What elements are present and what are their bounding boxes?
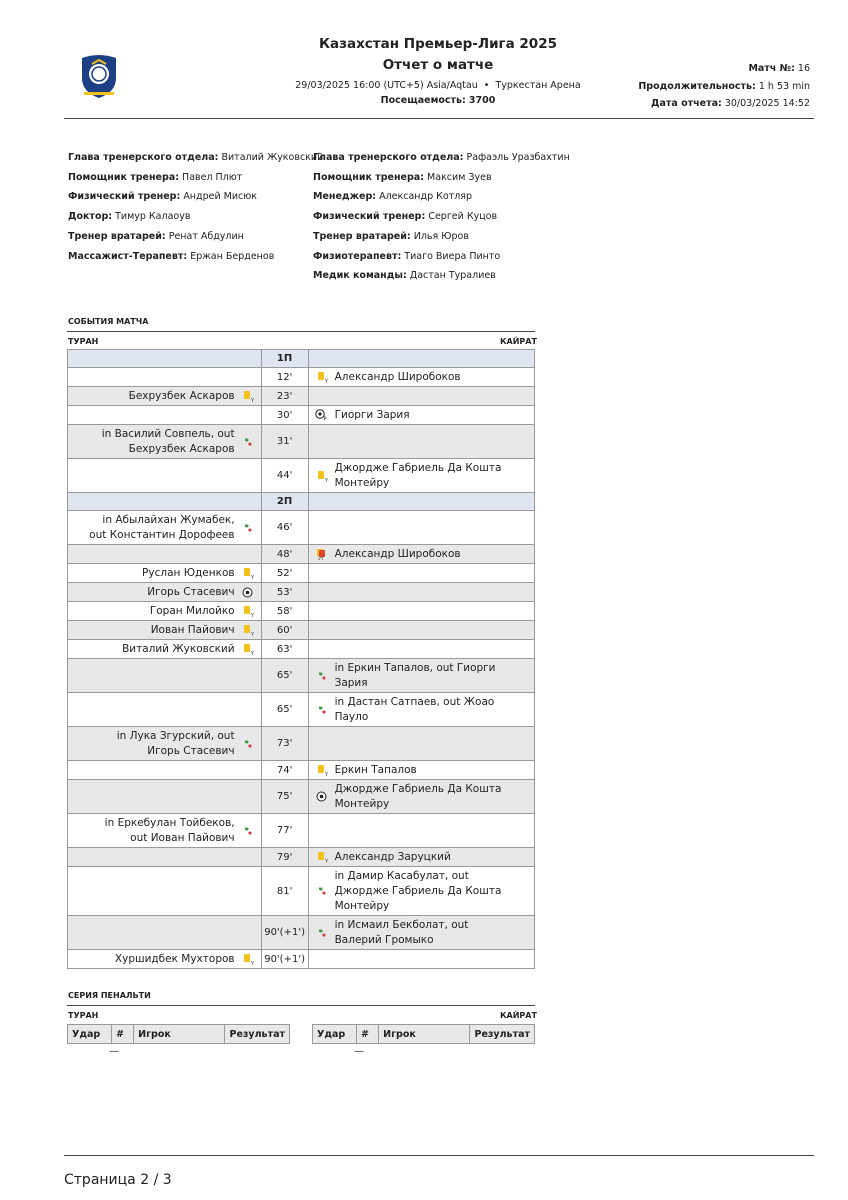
event-minute: 60' (261, 621, 308, 640)
staff-role: Глава тренерского отдела: (313, 152, 464, 163)
event-description: Александр Заруцкий (334, 850, 451, 863)
staff-name: Тиаго Виера Пинто (404, 250, 501, 262)
substitution-icon (241, 825, 255, 837)
staff-entry (68, 211, 190, 222)
event-minute: 65' (261, 659, 308, 693)
event-description: Гиорги Зария (334, 408, 410, 421)
staff-role: Глава тренерского отдела: (68, 152, 219, 163)
event-home-cell (68, 387, 262, 406)
event-home-cell (68, 814, 262, 848)
staff-name: Илья Юров (413, 230, 469, 242)
event-description: Виталий Жуковский (122, 642, 235, 655)
staff-name: Андрей Мисюк (183, 191, 257, 203)
yellow-card-icon (315, 470, 329, 482)
event-minute: 79' (261, 848, 308, 867)
staff-name: Павел Плют (182, 171, 243, 183)
event-row (68, 814, 535, 848)
svg-text:Y: Y (250, 961, 254, 965)
event-row (68, 780, 535, 814)
staff-entry (313, 172, 492, 183)
pen-col-player: Игрок (134, 1025, 225, 1044)
event-minute: 73' (261, 727, 308, 761)
yellow-card-icon (241, 605, 255, 617)
event-away-cell (308, 761, 534, 780)
event-row (68, 727, 535, 761)
event-home-cell (68, 916, 262, 950)
staff-role: Тренер вратарей: (313, 230, 411, 242)
report-title: Отчет о матче (382, 57, 494, 73)
event-minute: 53' (261, 583, 308, 602)
event-description: Александр Широбоков (334, 370, 461, 383)
staff-role: Помощник тренера: (68, 171, 180, 183)
event-away-cell (308, 814, 534, 848)
event-minute: 48' (261, 545, 308, 564)
event-minute: 63' (261, 640, 308, 659)
events-home-team: ТУРАН (68, 337, 99, 346)
event-description: in Абылайхан Жумабек, out Константин Дорофеев (89, 513, 235, 541)
substitution-icon (241, 738, 255, 750)
period-away-cell (308, 350, 534, 368)
attendance-value: 3700 (468, 95, 496, 106)
svg-text:Y: Y (250, 651, 254, 655)
period-home-cell (68, 493, 262, 511)
footer-divider (64, 1155, 814, 1156)
separator: • (483, 80, 490, 91)
svg-text:Y: Y (250, 632, 254, 636)
event-home-cell (68, 848, 262, 867)
event-row (68, 916, 535, 950)
penalty-goal-icon (315, 409, 329, 421)
yellow-card-icon (315, 764, 329, 776)
match-number (748, 63, 810, 74)
event-description: Хуршидбек Мухторов (114, 952, 235, 965)
event-away-cell (308, 916, 534, 950)
event-away-cell (308, 640, 534, 659)
staff-name: Тимур Калаоув (115, 211, 191, 223)
event-home-cell (68, 621, 262, 640)
staff-entry (68, 231, 244, 242)
event-description: in Дамир Касабулат, out Джордже Габриель Да Кошта Монтейру (334, 869, 502, 912)
event-home-cell (68, 693, 262, 727)
event-minute: 74' (261, 761, 308, 780)
event-home-cell (68, 425, 262, 459)
event-home-cell (68, 727, 262, 761)
event-away-cell (308, 425, 534, 459)
event-home-cell (68, 406, 262, 425)
goal-icon (315, 791, 329, 802)
substitution-icon (241, 436, 255, 448)
penalty-table-home (67, 1024, 290, 1044)
event-description: Бехрузбек Аскаров (128, 389, 235, 402)
event-row (68, 583, 535, 602)
event-row (68, 406, 535, 425)
event-minute: 52' (261, 564, 308, 583)
staff-entry (313, 231, 469, 242)
staff-name: Максим Зуев (427, 171, 492, 183)
event-minute: 12' (261, 368, 308, 387)
penalty-section-title: СЕРИЯ ПЕНАЛЬТИ (68, 991, 151, 1000)
event-description: Горан Милойко (149, 604, 235, 617)
yellow-card-icon (241, 390, 255, 402)
event-minute: 31' (261, 425, 308, 459)
event-minute: 77' (261, 814, 308, 848)
event-home-cell (68, 950, 262, 969)
staff-name: Дастан Туралиев (409, 270, 496, 282)
page-number: Страница 2 / 3 (64, 1172, 172, 1188)
staff-role: Физический тренер: (68, 191, 181, 203)
substitution-icon (315, 670, 329, 682)
period-label: 1П (261, 350, 308, 368)
event-row (68, 693, 535, 727)
event-description: Джордже Габриель Да Кошта Монтейру (334, 461, 502, 489)
substitution-icon (241, 522, 255, 534)
report-date-value: 30/03/2025 14:52 (724, 98, 810, 109)
period-label: 2П (261, 493, 308, 511)
staff-entry (313, 251, 500, 262)
event-description: in Исмаил Бекболат, out Валерий Громыко (334, 918, 469, 946)
match-venue: Туркестан Арена (495, 80, 581, 91)
league-title: Казахстан Премьер-Лига 2025 (319, 36, 557, 52)
staff-name: Александр Котляр (379, 191, 473, 203)
event-minute: 46' (261, 511, 308, 545)
report-date-label: Дата отчета: (651, 98, 722, 109)
event-away-cell (308, 621, 534, 640)
staff-entry (313, 270, 496, 281)
pen-col-result: Результат (225, 1025, 290, 1044)
pen-col-number: # (356, 1025, 378, 1044)
penalty-home-team: ТУРАН (68, 1011, 99, 1020)
staff-role: Массажист-Терапевт: (68, 250, 188, 262)
event-description: in Еркебулан Тойбеков, out Иован Пайович (104, 816, 235, 844)
svg-text:Y: Y (324, 477, 328, 482)
match-number-value: 16 (797, 63, 810, 74)
event-away-cell (308, 459, 534, 493)
event-row (68, 511, 535, 545)
event-minute: 30' (261, 406, 308, 425)
event-home-cell (68, 761, 262, 780)
staff-entry (313, 152, 570, 163)
duration-label: Продолжительность: (638, 81, 756, 92)
match-number-label: Матч №: (748, 63, 795, 74)
event-description: Руслан Юденков (142, 566, 235, 579)
penalty-divider (67, 1005, 535, 1006)
event-row (68, 425, 535, 459)
yellow-card-icon (315, 371, 329, 383)
event-away-cell (308, 867, 534, 916)
event-away-cell (308, 727, 534, 761)
event-away-cell (308, 564, 534, 583)
event-description: Александр Широбоков (334, 547, 461, 560)
event-row (68, 659, 535, 693)
event-row (68, 602, 535, 621)
staff-name: Ренат Абдулин (168, 230, 244, 242)
report-date (651, 98, 810, 109)
period-row (68, 350, 535, 368)
event-minute: 23' (261, 387, 308, 406)
event-minute: 44' (261, 459, 308, 493)
match-datetime: 29/03/2025 16:00 (UTC+5) Asia/Aqtau (295, 80, 478, 91)
svg-text:Y: Y (250, 575, 254, 579)
event-away-cell (308, 406, 534, 425)
yellow-card-icon (241, 567, 255, 579)
event-away-cell (308, 848, 534, 867)
substitution-icon (315, 704, 329, 716)
pen-col-number: # (111, 1025, 133, 1044)
event-row (68, 640, 535, 659)
svg-text:2Y: 2Y (317, 557, 324, 560)
event-away-cell (308, 950, 534, 969)
pen-col-result: Результат (470, 1025, 535, 1044)
event-away-cell (308, 545, 534, 564)
event-row (68, 761, 535, 780)
pen-col-player: Игрок (379, 1025, 470, 1044)
staff-role: Физический тренер: (313, 211, 426, 223)
period-row (68, 493, 535, 511)
event-away-cell (308, 387, 534, 406)
period-away-cell (308, 493, 534, 511)
events-section-title: СОБЫТИЯ МАТЧА (68, 317, 149, 326)
event-minute: 90'(+1') (261, 950, 308, 969)
header-divider (64, 118, 814, 119)
duration-value: 1 h 53 min (758, 81, 810, 92)
event-home-cell (68, 867, 262, 916)
event-home-cell (68, 659, 262, 693)
pen-col-shot: Удар (313, 1025, 357, 1044)
event-away-cell (308, 780, 534, 814)
staff-entry (68, 191, 257, 202)
goal-icon (241, 587, 255, 598)
event-home-cell (68, 459, 262, 493)
staff-role: Помощник тренера: (313, 171, 425, 183)
staff-role: Доктор: (68, 211, 113, 223)
event-minute: 90'(+1') (261, 916, 308, 950)
substitution-icon (315, 885, 329, 897)
event-row (68, 848, 535, 867)
event-away-cell (308, 583, 534, 602)
svg-text:P: P (323, 416, 327, 421)
event-minute: 65' (261, 693, 308, 727)
event-row (68, 545, 535, 564)
event-minute: 81' (261, 867, 308, 916)
event-description: Игорь Стасевич (147, 585, 235, 598)
event-row (68, 867, 535, 916)
yellow-card-icon (241, 643, 255, 655)
event-description: in Еркин Тапалов, out Гиорги Зария (334, 661, 496, 689)
staff-name: Рафаэль Уразбахтин (466, 152, 570, 163)
event-away-cell (308, 511, 534, 545)
staff-name: Сергей Куцов (428, 211, 498, 223)
pen-col-shot: Удар (68, 1025, 112, 1044)
second-yellow-card-icon (315, 548, 329, 560)
staff-role: Физиотерапевт: (313, 250, 402, 262)
svg-text:Y: Y (250, 613, 254, 617)
events-divider (67, 331, 535, 332)
event-description: Иован Пайович (150, 623, 235, 636)
attendance-label: Посещаемость: (380, 95, 466, 106)
period-home-cell (68, 350, 262, 368)
event-away-cell (308, 659, 534, 693)
staff-entry (68, 152, 323, 163)
penalty-away-empty: — (354, 1046, 364, 1057)
event-description: in Василий Совпель, out Бехрузбек Аскаров (101, 427, 235, 455)
event-away-cell (308, 693, 534, 727)
events-away-team: КАЙРАТ (500, 337, 537, 346)
staff-role: Медик команды: (313, 270, 407, 282)
event-home-cell (68, 602, 262, 621)
penalty-away-team: КАЙРАТ (500, 1011, 537, 1020)
events-table (67, 349, 535, 969)
staff-entry (313, 191, 472, 202)
event-home-cell (68, 640, 262, 659)
staff-name: Ержан Берденов (190, 250, 275, 262)
event-description: Джордже Габриель Да Кошта Монтейру (334, 782, 502, 810)
event-row (68, 950, 535, 969)
penalty-table-away (312, 1024, 535, 1044)
staff-entry (313, 211, 497, 222)
event-minute: 75' (261, 780, 308, 814)
yellow-card-icon (241, 624, 255, 636)
event-home-cell (68, 368, 262, 387)
substitution-icon (315, 927, 329, 939)
event-home-cell (68, 511, 262, 545)
event-description: Еркин Тапалов (334, 763, 417, 776)
staff-entry (68, 251, 274, 262)
event-description: in Дастан Сатпаев, out Жоао Пауло (334, 695, 495, 723)
svg-text:Y: Y (324, 379, 328, 383)
event-home-cell (68, 545, 262, 564)
event-description: in Лука Згурский, out Игорь Стасевич (116, 729, 235, 757)
event-home-cell (68, 583, 262, 602)
penalty-home-empty: — (109, 1046, 119, 1057)
event-row (68, 564, 535, 583)
staff-name: Виталий Жуковский (221, 152, 324, 163)
event-away-cell (308, 368, 534, 387)
yellow-card-icon (315, 851, 329, 863)
match-duration (638, 81, 810, 92)
svg-text:Y: Y (324, 772, 328, 776)
event-row (68, 368, 535, 387)
event-row (68, 459, 535, 493)
staff-role: Менеджер: (313, 191, 377, 203)
yellow-card-icon (241, 953, 255, 965)
event-row (68, 387, 535, 406)
staff-entry (68, 172, 242, 183)
event-away-cell (308, 602, 534, 621)
event-minute: 58' (261, 602, 308, 621)
staff-role: Тренер вратарей: (68, 230, 166, 242)
svg-text:Y: Y (250, 398, 254, 402)
event-home-cell (68, 780, 262, 814)
svg-text:Y: Y (324, 859, 328, 863)
event-row (68, 621, 535, 640)
event-home-cell (68, 564, 262, 583)
